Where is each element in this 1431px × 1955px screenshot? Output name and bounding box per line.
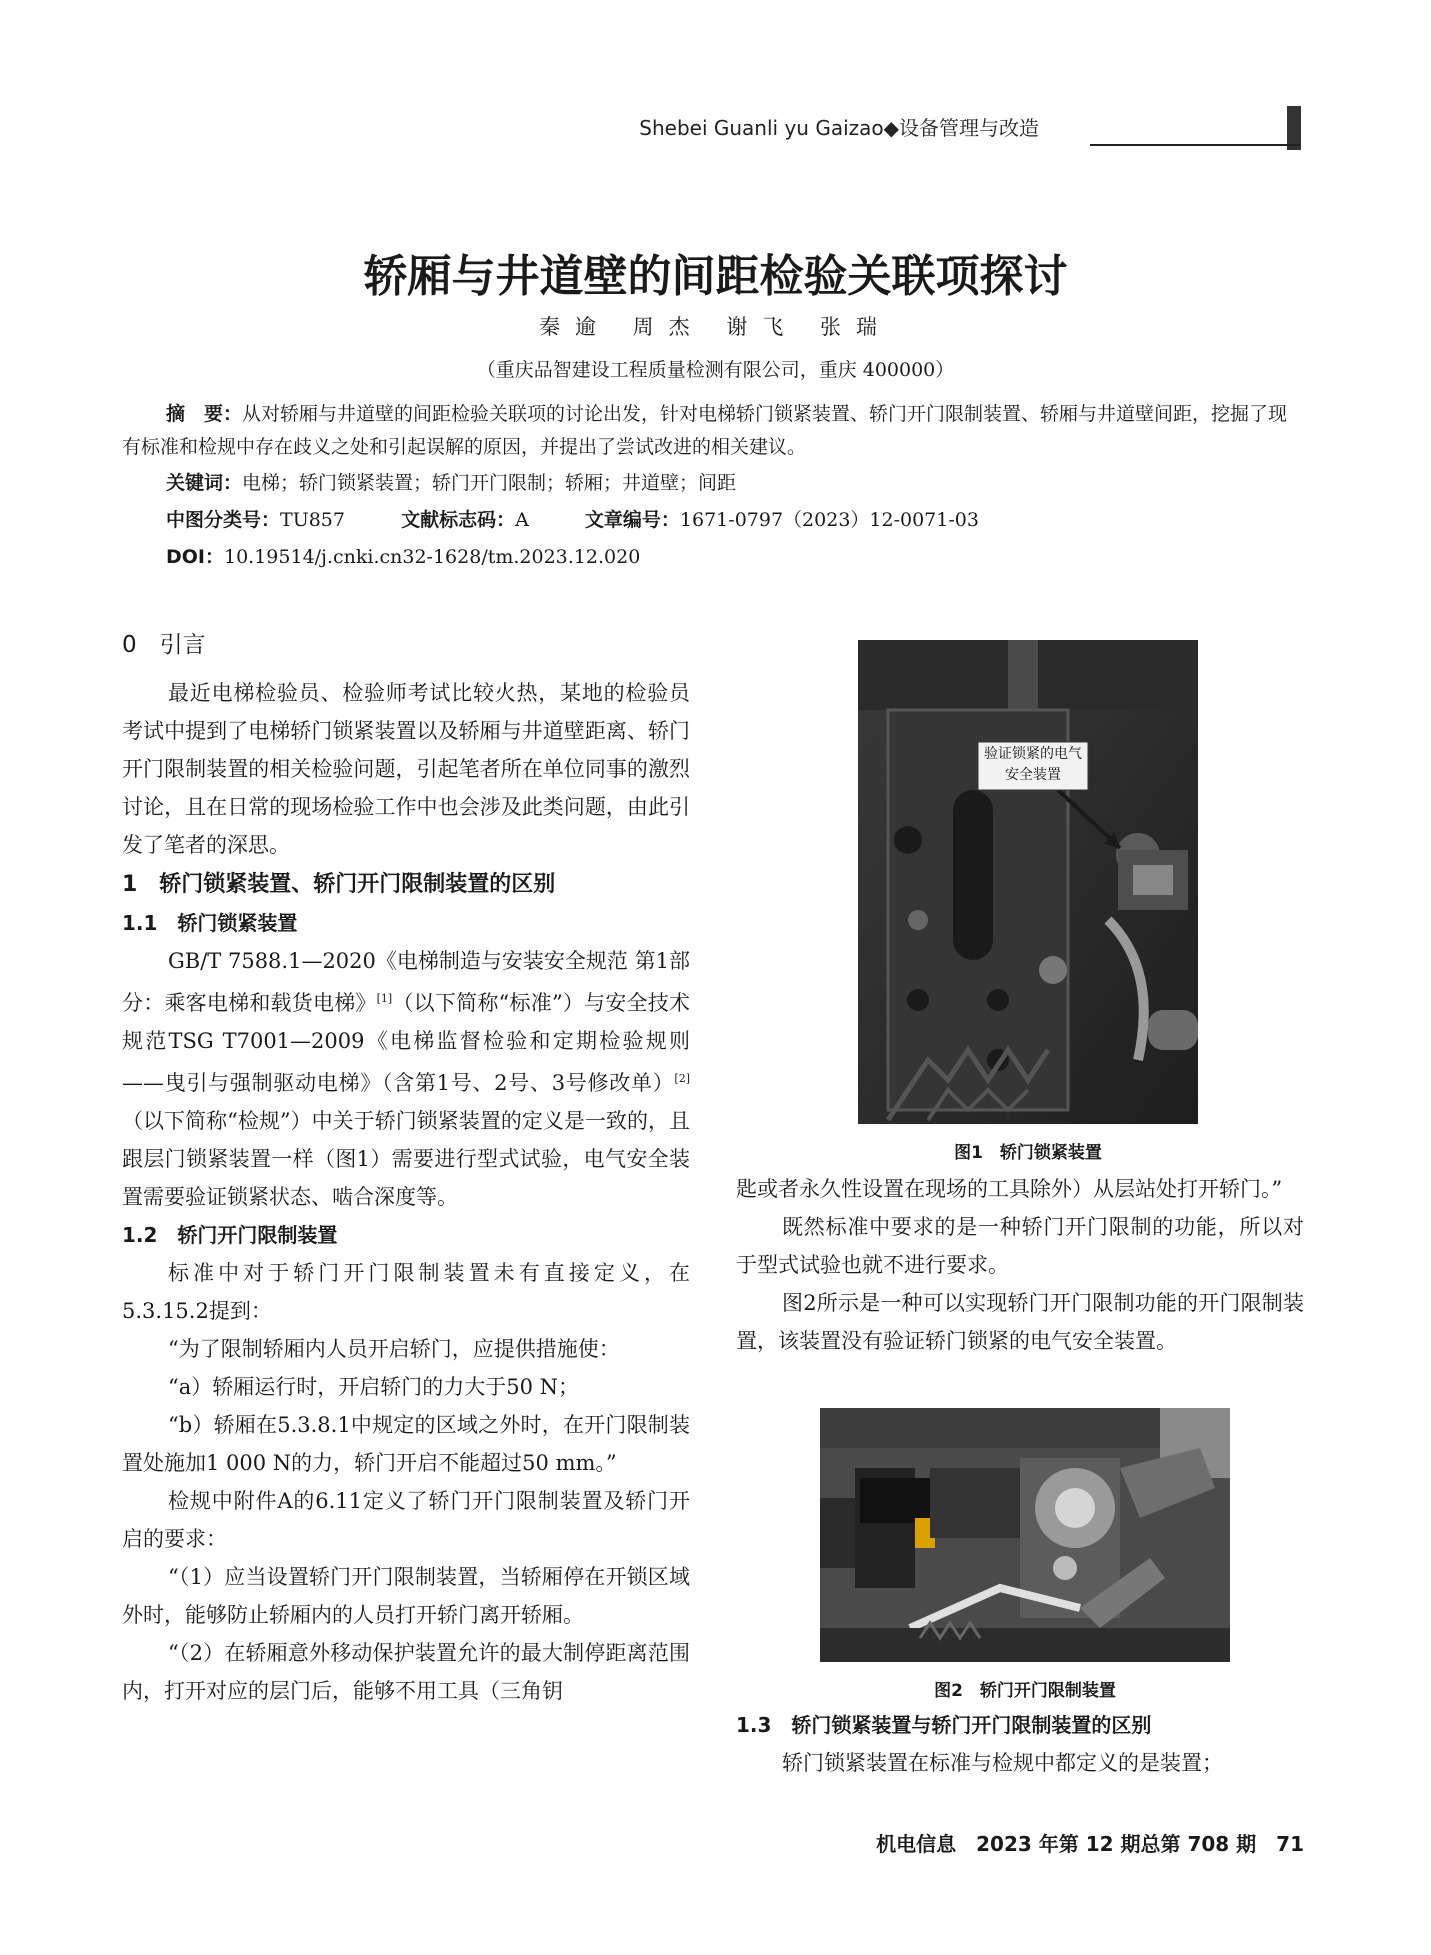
left-column bbox=[122, 626, 690, 1710]
section-1-2-paragraph-a: 标准中对于轿门开门限制装置未有直接定义，在5.3.15.2提到： bbox=[122, 1261, 690, 1323]
doi-label: DOI： bbox=[166, 546, 224, 568]
clc-value: TU857 bbox=[280, 509, 345, 531]
section-1-2-paragraph-g: “（2）在轿厢意外移动保护装置允许的最大制停距离范围内，打开对应的层门后，能够不用工具（三角钥 bbox=[122, 1641, 690, 1703]
section-1-2-paragraph-d: “b）轿厢在5.3.8.1中规定的区域之外时，在开门限制装置处施加1 000 N的力，轿门开启不能超过50 mm。” bbox=[122, 1413, 690, 1475]
continuation-paragraph: 匙或者永久性设置在现场的工具除外）从层站处打开轿门。” bbox=[736, 1177, 1283, 1201]
ref-1: [1] bbox=[376, 992, 393, 1005]
section-1-2-heading: 1.2 轿门开门限制装置 bbox=[122, 1223, 338, 1247]
doi-value: 10.19514/j.cnki.cn32-1628/tm.2023.12.020 bbox=[224, 546, 641, 568]
doc-value: A bbox=[515, 509, 529, 531]
section-1-3-paragraph: 轿门锁紧装置在标准与检规中都定义的是装置； bbox=[782, 1751, 1223, 1775]
right-column-upper bbox=[736, 1170, 1304, 1360]
section-1-1-heading: 1.1 轿门锁紧装置 bbox=[122, 911, 298, 935]
clc-label: 中图分类号： bbox=[166, 509, 281, 531]
section-1-2-paragraph-e: 检规中附件A的6.11定义了轿门开门限制装置及轿门开启的要求： bbox=[122, 1489, 690, 1551]
page-footer: 机电信息 2023 年第 12 期总第 708 期 71 bbox=[876, 1832, 1304, 1856]
running-header: Shebei Guanli yu Gaizao◆设备管理与改造 bbox=[639, 116, 1039, 140]
paper-title: 轿厢与井道壁的间距检验关联项探讨 bbox=[363, 251, 1068, 302]
section-1-1-paragraph: GB/T 7588.1—2020《电梯制造与安装安全规范 第1部分：乘客电梯和载货电梯》[1]（以下简称“标准”）与安全技术规范TSG T7001—2009《电梯监督检验和定期检验规则——曳引与强制驱动电梯》（含第1号、2号、3号修改单）[2]（以下简称“检规”）中关于轿门锁紧装置的定义是一致的，且跟层门锁紧装置一样（图1）需要进行型式试验，电气安全装置需要验证锁紧状态、啮合深度等。 bbox=[122, 949, 690, 1209]
keywords-label: 关键词： bbox=[166, 472, 243, 494]
paper-authors: 秦逾 周杰 谢飞 张瑞 bbox=[538, 315, 893, 339]
header-rule bbox=[1090, 144, 1300, 146]
doi bbox=[166, 542, 640, 569]
figure-2-photo bbox=[820, 1408, 1230, 1662]
figure-2-image bbox=[820, 1408, 1230, 1662]
section-0-heading: 0 引言 bbox=[122, 632, 206, 658]
abstract-text: 从对轿厢与井道壁的间距检验关联项的讨论出发，针对电梯轿门锁紧装置、轿门开门限制装置、轿厢与井道壁间距，挖掘了现有标准和检规中存在歧义之处和引起误解的原因，并提出了尝试改进的相关建议。 bbox=[122, 403, 1288, 458]
intro-paragraph: 最近电梯检验员、检验师考试比较火热，某地的检验员考试中提到了电梯轿门锁紧装置以及轿厢与井道壁距离、轿门开门限制装置的相关检验问题，引起笔者所在单位同事的激烈讨论，且在日常的现场检验工作中也会涉及此类问题，由此引发了笔者的深思。 bbox=[122, 681, 690, 857]
figure-2-caption: 图2 轿门开门限制装置 bbox=[934, 1681, 1116, 1701]
keywords bbox=[166, 468, 736, 495]
section-1-2-paragraph-f: “（1）应当设置轿门开门限制装置，当轿厢停在开锁区域外时，能够防止轿厢内的人员打开轿门离开轿厢。 bbox=[122, 1565, 690, 1627]
section-1-heading: 1 轿门锁紧装置、轿门开门限制装置的区别 bbox=[122, 872, 556, 897]
figure-1-photo bbox=[858, 640, 1198, 1124]
classification bbox=[166, 505, 979, 532]
figure-1-label: 验证锁紧的电气安全装置 bbox=[984, 746, 1082, 783]
right-paragraph-2: 既然标准中要求的是一种轿门开门限制的功能，所以对于型式试验也就不进行要求。 bbox=[736, 1215, 1304, 1277]
right-paragraph-3: 图2所示是一种可以实现轿门开门限制功能的开门限制装置，该装置没有验证轿门锁紧的电气安全装置。 bbox=[736, 1291, 1304, 1353]
section-1-2-paragraph-c: “a）轿厢运行时，开启轿门的力大于50 N； bbox=[168, 1375, 580, 1399]
abstract bbox=[122, 398, 1302, 464]
keywords-text: 电梯；轿门锁紧装置；轿门开门限制；轿厢；井道壁；间距 bbox=[242, 472, 737, 494]
section-1-2-paragraph-b: “为了限制轿厢内人员开启轿门，应提供措施使： bbox=[168, 1337, 620, 1361]
right-column-lower bbox=[736, 1706, 1304, 1782]
section-1-3-heading: 1.3 轿门锁紧装置与轿门开门限制装置的区别 bbox=[736, 1713, 1152, 1737]
figure-1-caption: 图1 轿门锁紧装置 bbox=[954, 1143, 1102, 1163]
doc-label: 文献标志码： bbox=[401, 509, 516, 531]
art-label: 文章编号： bbox=[584, 509, 680, 531]
abstract-label: 摘 要： bbox=[166, 403, 243, 425]
figure-1-image bbox=[858, 640, 1198, 1124]
ref-2: [2] bbox=[674, 1072, 690, 1085]
art-value: 1671-0797（2023）12-0071-03 bbox=[679, 509, 979, 531]
paper-affiliation: （重庆品智建设工程质量检测有限公司，重庆 400000） bbox=[476, 359, 955, 381]
